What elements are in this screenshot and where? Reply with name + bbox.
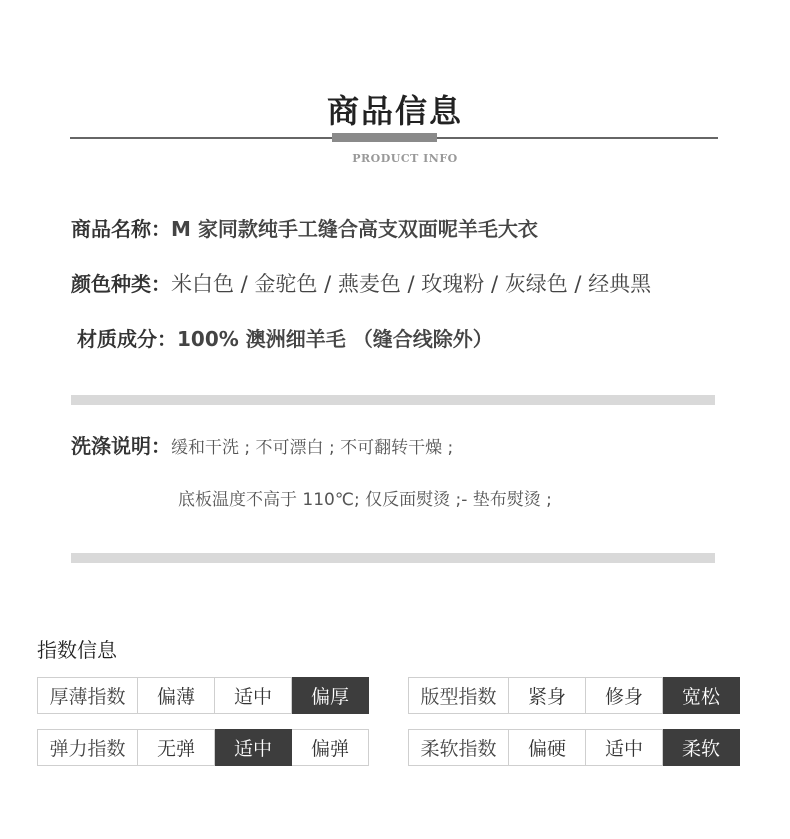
color-label: 颜色种类： [71,272,171,296]
color-value: 米白色 / 金驼色 / 燕麦色 / 玫瑰粉 / 灰绿色 / 经典黑 [171,272,652,296]
section-divider-top [71,395,715,405]
elasticity-option: 偏弹 [292,730,369,766]
wash-line-2: 底板温度不高于 110℃; 仅反面熨烫 ;- 垫布熨烫 ; [178,490,552,510]
softness-option: 偏硬 [509,730,586,766]
product-name-value: M 家同款纯手工缝合高支双面呢羊毛大衣 [171,217,538,241]
softness-option: 适中 [586,730,663,766]
elasticity-option: 适中 [215,730,292,766]
thickness-option: 适中 [215,678,292,714]
thickness-option: 偏厚 [292,678,369,714]
section-divider-bottom [71,553,715,563]
thickness-index-name: 厚薄指数 [38,678,138,714]
elasticity-index-table [37,729,369,766]
material-row [77,323,493,352]
fit-index-name: 版型指数 [409,678,509,714]
softness-option: 柔软 [663,730,740,766]
elasticity-index-name: 弹力指数 [38,730,138,766]
wash-row-1 [71,430,453,459]
fit-option: 宽松 [663,678,740,714]
fit-index-table [408,677,740,714]
wash-label: 洗涤说明： [71,434,171,458]
thickness-option: 偏薄 [138,678,215,714]
page-title: 商品信息 [326,92,463,130]
color-row [71,268,651,298]
material-value: 100% 澳洲细羊毛 （缝合线除外） [177,327,493,351]
elasticity-option: 无弹 [138,730,215,766]
softness-index-table [408,729,740,766]
index-heading: 指数信息 [37,638,117,662]
fit-option: 紧身 [509,678,586,714]
title-accent-tab [332,133,437,142]
fit-option: 修身 [586,678,663,714]
thickness-index-table [37,677,369,714]
product-name-row [71,213,538,242]
wash-line-1: 缓和干洗 ; 不可漂白 ; 不可翻转干燥 ; [171,438,454,458]
product-name-label: 商品名称： [71,217,171,241]
wash-row-2 [178,485,552,510]
softness-index-name: 柔软指数 [409,730,509,766]
material-label: 材质成分： [77,327,177,351]
page-subtitle: PRODUCT INFO [352,152,458,165]
